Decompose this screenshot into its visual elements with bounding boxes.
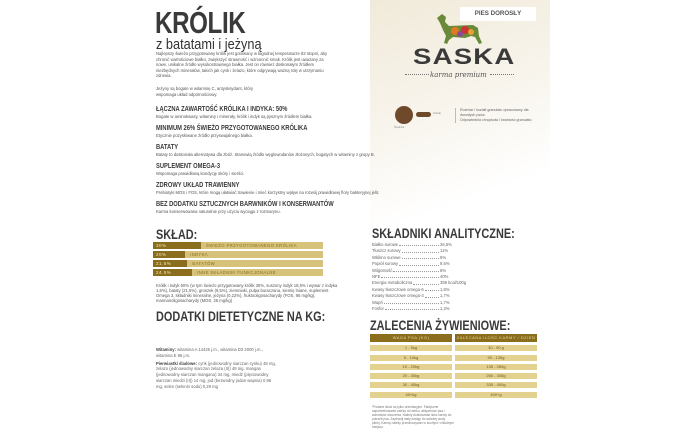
composition-bar — [153, 251, 323, 258]
amount-cell: 30 - 90 g — [455, 345, 537, 351]
analytics-key: NFE — [372, 274, 381, 280]
weight-cell: 30 - 40kg — [370, 382, 452, 388]
kibble-bullets — [455, 108, 535, 123]
analytics-value: 26,5% — [440, 242, 452, 247]
amount-cell: 90 - 135g — [455, 355, 537, 361]
feature-text: Prebiotyki MOS i FOS, które mogą ułatwiać trawienie i mieć korzystny wpływ na rozwój prawidłowej flory bakteryjnej jelit. — [156, 190, 380, 195]
analytics-value: 359 kcal/100g — [440, 280, 467, 286]
dog-logo-icon — [435, 12, 485, 46]
amount-cell: 335 - 400g — [455, 382, 537, 388]
age-badge: PIES DOROSŁY — [460, 7, 536, 21]
analytics-value: 11% — [440, 248, 449, 254]
weight-cell: 10 - 20kg — [370, 364, 452, 370]
composition-pct: 24.5% — [153, 269, 192, 276]
intro-text-2: Jeżyny są bogate w witaminę C, antyoksydant, który wspomaga układ odpornościowy. — [156, 86, 254, 97]
feature-title: SUPLEMENT OMEGA-3 — [156, 161, 221, 170]
analytics-key: Energia metaboliczna — [372, 280, 413, 286]
feature-text: Karma konserwowana naturalnie przy użyciu wyciągu z rozmarynu. — [156, 209, 281, 214]
feature-title: MINIMUM 26% ŚWIEŻO PRZYGOTOWANEGO KRÓLIKA — [156, 123, 308, 132]
bullet-item: Odpowiednia chrupkość i twardość granulatu — [460, 118, 532, 123]
feature-text: Bogate w aminokwasy, witaminy i minerały, królik i indyk są pysznym źródłem białka. — [156, 114, 313, 119]
divider — [490, 74, 514, 75]
header-amount: ZALECANA ILOŚĆ KARMY / DZIEŃ — [456, 335, 536, 340]
weight-cell: 1 - 5kg — [370, 345, 452, 351]
brand-logo: SASKA — [413, 44, 516, 69]
feeding-row — [370, 355, 537, 361]
feature-text: Bataty to doskonała alternatywa dla zbóż. Stanowią źródło węglowodanów złożonych, bogatych w witaminy z grupy B. — [156, 152, 375, 157]
composition-bar — [153, 242, 323, 249]
product-subtitle: z batatami i jeżyną — [156, 36, 262, 53]
analytics-key: Kwasy tłuszczowe omega-3 — [372, 293, 424, 299]
analytics-value: 1,3% — [440, 306, 450, 312]
composition-pct: 30% — [153, 242, 201, 249]
weight-cell: 20 - 30kg — [370, 373, 452, 379]
feature-text: Etycznie pozyskiwane źródło przyswajalnego białka. — [156, 133, 253, 138]
analytics-key: Wapń — [372, 299, 383, 305]
composition-label: INDYKA — [190, 252, 208, 257]
feature-title: ZDROWY UKŁAD TRAWIENNY — [156, 180, 240, 189]
analytics-value: 1,7% — [440, 293, 450, 299]
feeding-header — [370, 334, 537, 342]
kibble-label: Średnica — [394, 126, 405, 129]
composition-pct: 21.5% — [153, 260, 187, 267]
additives-text: Witaminy: witamina A 14425 j.m., witamina D3 2000 j.m., witamina E 96 j.m. Pierwiastki śladowe: cynk (jednowodny siarczan cynku) 48 mg, żelazo (jednowodny siarczan żelaza (II)) 48 mg, mangan (jednowodny siarczan manganu) 34 mg, miedź (pięciowodny siarczan miedzi (II)) 14 mg, jod (bezwodny jodan wapnia) 0,96 mg, selen (selenin sodu) 0,29 mg — [156, 347, 276, 389]
intro-text: Najlepszy świeżo przygotowany królik jest gotowany w łagodnej temperaturze 82 stopni, aby chronić wartościowe białko, zwiększyć strawność i wzmocnić smak. Królik jest uważany za nowe, unikalne źródło wysokostrawnego białka. Jest on również doskonałym źródłem niezbędnych minerałów, takich jak cynk i żelazo, które odgrywają ważną rolę w utrzymaniu zdrowia. — [156, 51, 328, 79]
feeding-row — [370, 392, 537, 398]
analytics-value: 9,5% — [440, 261, 450, 267]
product-title: KRÓLIK — [155, 5, 246, 40]
feeding-table — [370, 334, 537, 401]
amount-cell: 400+g — [455, 392, 537, 398]
feature-title: BATATY — [156, 142, 179, 151]
brand-tagline: karma premium — [430, 71, 487, 79]
composition-text: Królik i indyk 50% (w tym świeżo przygotowany królik 30%, suszony indyk 18,5% i wywar z indyka 1,5%), bataty (21,5%), groszek (9,5%), ziemniaki, pulpa buraczana, siemię lniane, suplement Omega 3, składniki mineralne, jeżyna (0,22%), fruktooligosacharydy (FOS, 95 mg/kg), mannanoligosacharydy (MOS, 25 mg/kg) — [156, 283, 338, 303]
analytics-value: 40% — [440, 274, 449, 280]
composition-pct: 20% — [153, 251, 185, 258]
analytics-value: 1,8% — [440, 286, 450, 292]
feeding-row — [370, 373, 537, 379]
composition-label: BATATÓW — [192, 261, 215, 266]
analytics-title: SKŁADNIKI ANALITYCZNE: — [372, 225, 515, 241]
analytics-value: 1,7% — [440, 299, 450, 305]
composition-label: ŚWIEŻO PRZYGOTOWANEGO KRÓLIKA — [206, 243, 297, 248]
composition-label: INNE SKŁADNIKI FUNKCJONALNE — [197, 270, 276, 275]
analytics-value: 5% — [440, 254, 447, 260]
analytics-value: 8% — [440, 267, 447, 273]
feature-text: Wspomaga prawidłową kondycję skóry i sierści. — [156, 171, 245, 176]
composition-title: SKŁAD: — [156, 226, 198, 242]
composition-bar — [153, 260, 323, 267]
weight-cell: 40+kg — [370, 392, 452, 398]
divider — [405, 74, 429, 75]
feeding-row — [370, 364, 537, 370]
kibble-round-icon — [395, 106, 413, 124]
additives-title: DODATKI DIETETYCZNE NA KG: — [156, 308, 326, 324]
analytics-table — [372, 242, 472, 312]
composition-bar — [153, 269, 323, 276]
analytics-key: Fosfor — [372, 306, 384, 312]
feeding-note: *Podane ilości są tylko orientacyjne. Faktyczne zapotrzebowanie zależy od wieku, aktywności psa i warunków otoczenia. Należy dostosować ilość karmy do potrzeb psa. Zapewnij stały dostęp do świeżej wody pitnej. Karmę należy przechowywać w suchym i chłodnym miejscu. — [372, 405, 454, 430]
weight-cell: 5 - 10kg — [370, 355, 452, 361]
analytics-key: Tłuszcz surowy — [372, 248, 401, 254]
feeding-row — [370, 345, 537, 351]
feature-title: ŁĄCZNA ZAWARTOŚĆ KRÓLIKA I INDYKA: 50% — [156, 104, 288, 113]
analytics-key: Popiół surowy — [372, 261, 399, 267]
analytics-key: Włókno surowe — [372, 254, 401, 260]
analytics-row — [372, 306, 472, 312]
amount-cell: 260 - 335g — [455, 373, 537, 379]
analytics-key: Kwasy tłuszczowe omega-6 — [372, 286, 424, 292]
feature-title: BEZ DODATKU SZTUCZNYCH BARWNIKÓW I KONSERWANTÓW — [156, 199, 334, 208]
kibble-side-icon — [416, 112, 431, 117]
bullet-item: Rozmiar i kształt granulatu opracowany dla dorosłych psów — [460, 108, 529, 117]
feeding-title: ZALECENIA ŻYWIENIOWE: — [370, 317, 511, 333]
analytics-key: Białko surowe — [372, 242, 399, 247]
kibble-label: Kształt — [433, 112, 441, 115]
header-weight: WAGA PSA (KG) — [370, 334, 452, 342]
feeding-row — [370, 382, 537, 388]
amount-cell: 135 - 260g — [455, 364, 537, 370]
analytics-key: Wilgotność — [372, 267, 393, 273]
